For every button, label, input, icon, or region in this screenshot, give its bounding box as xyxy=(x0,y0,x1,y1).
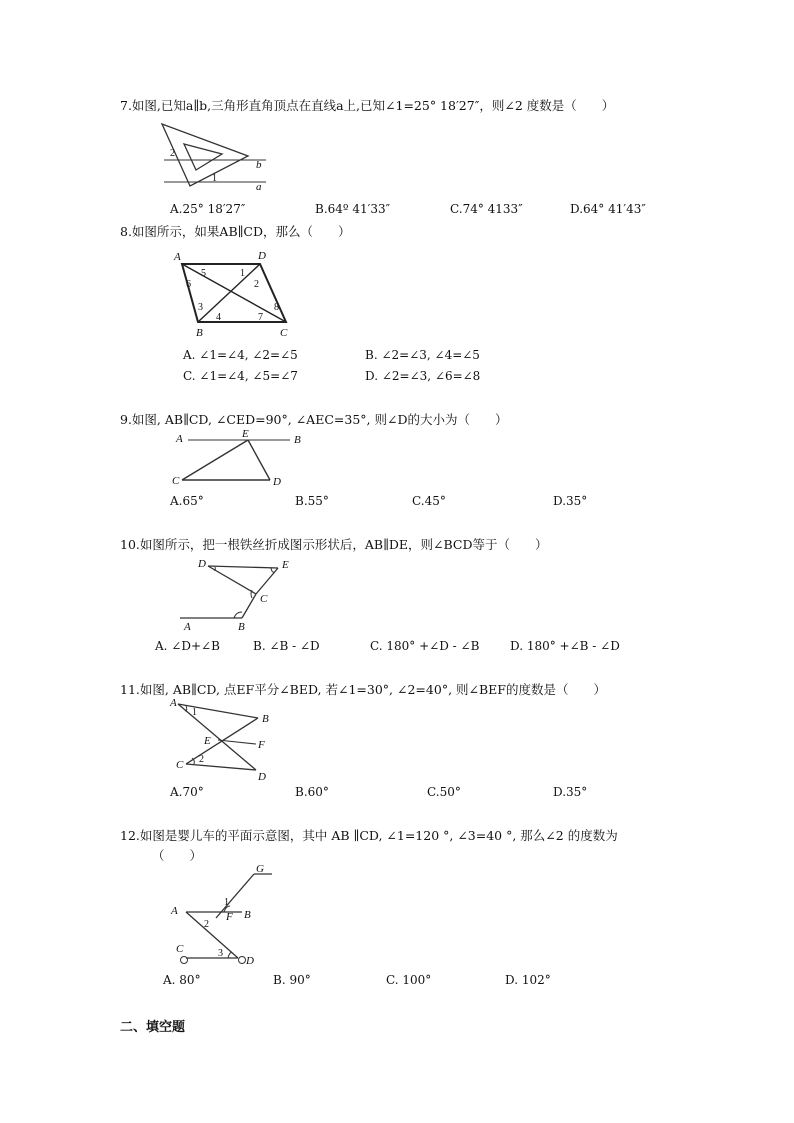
figure-q10 xyxy=(170,556,300,634)
label-q8-C: C xyxy=(280,327,288,339)
q9-option-d: D.35° xyxy=(553,494,588,508)
q12-option-b: B. 90° xyxy=(273,973,311,987)
figure-q8 xyxy=(168,246,298,340)
question-7-stem: 7.如图,已知a∥b,三角形直角顶点在直线a上,已知∠1=25° 18′27″，则∠2 度数是（ ） xyxy=(120,98,615,113)
label-q12-B: B xyxy=(244,909,251,921)
q8-option-c: C. ∠1=∠4, ∠5=∠7 xyxy=(183,369,298,383)
label-q12-2: 2 xyxy=(204,919,209,930)
label-q12-1: 1 xyxy=(224,897,229,908)
figure-q9 xyxy=(170,428,310,490)
label-q11-2: 2 xyxy=(199,754,204,765)
q8-option-a: A. ∠1=∠4, ∠2=∠5 xyxy=(183,348,298,362)
label-q8-7: 7 xyxy=(258,312,263,323)
q12-option-a: A. 80° xyxy=(163,973,201,987)
q7-option-c: C.74° 4133″ xyxy=(450,202,523,216)
q11-option-a: A.70° xyxy=(170,785,204,799)
label-q8-A: A xyxy=(174,251,181,263)
q9-option-b: B.55° xyxy=(295,494,329,508)
q11-option-d: D.35° xyxy=(553,785,588,799)
question-10-stem: 10.如图所示，把一根铁丝折成图示形状后，AB∥DE，则∠BCD等于（ ） xyxy=(120,537,548,552)
label-q10-C: C xyxy=(260,593,268,605)
label-q11-A: A xyxy=(170,697,177,709)
label-q7-b: b xyxy=(256,159,262,171)
q11-option-c: C.50° xyxy=(427,785,461,799)
q7-option-d: D.64° 41′43″ xyxy=(570,202,646,216)
label-q10-E: E xyxy=(282,559,289,571)
label-q10-D: D xyxy=(198,558,206,570)
q11-option-b: B.60° xyxy=(295,785,329,799)
question-9-stem: 9.如图, AB∥CD, ∠CED=90°, ∠AEC=35°, 则∠D的大小为（ ） xyxy=(120,412,508,427)
label-q9-B: B xyxy=(294,434,301,446)
label-q12-G: G xyxy=(256,863,264,875)
section-title: 二、填空题 xyxy=(120,1020,186,1035)
label-q9-D: D xyxy=(273,476,281,488)
label-q8-1: 1 xyxy=(240,268,245,279)
label-q8-3: 3 xyxy=(198,302,203,313)
label-q9-E: E xyxy=(242,428,249,440)
label-q12-3: 3 xyxy=(218,948,223,959)
label-q7-1: 1 xyxy=(212,173,217,184)
q12-option-c: C. 100° xyxy=(386,973,432,987)
label-q8-6: 6 xyxy=(186,279,191,290)
label-q8-B: B xyxy=(196,327,203,339)
q7-option-a: A.25° 18′27″ xyxy=(170,202,246,216)
figure-q12 xyxy=(166,860,286,970)
label-q9-A: A xyxy=(176,433,183,445)
label-q11-C: C xyxy=(176,759,184,771)
label-q8-5: 5 xyxy=(201,268,206,279)
label-q7-2: 2 xyxy=(170,148,175,159)
label-q8-4: 4 xyxy=(216,312,221,323)
label-q8-8: 8 xyxy=(274,302,279,313)
label-q8-D: D xyxy=(258,250,266,262)
label-q8-2: 2 xyxy=(254,279,259,290)
label-q11-B: B xyxy=(262,713,269,725)
question-11-stem: 11.如图, AB∥CD, 点EF平分∠BED, 若∠1=30°, ∠2=40°, 则∠BEF的度数是（ ） xyxy=(120,682,606,697)
question-12-stem: 12.如图是婴儿车的平面示意图，其中 AB ∥CD, ∠1=120 °, ∠3=40 °, 那么∠2 的度数为 xyxy=(120,828,618,843)
label-q12-D: D xyxy=(246,955,254,967)
q7-option-b: B.64º 41′33″ xyxy=(315,202,391,216)
q10-option-c: C. 180° +∠D - ∠B xyxy=(370,639,480,653)
question-8-stem: 8.如图所示，如果AB∥CD，那么（ ） xyxy=(120,224,351,239)
label-q11-D: D xyxy=(258,771,266,783)
q9-option-a: A.65° xyxy=(170,494,204,508)
label-q12-C: C xyxy=(176,943,184,955)
label-q11-E: E xyxy=(204,735,211,747)
label-q10-A: A xyxy=(184,621,191,633)
figure-q11 xyxy=(168,694,278,784)
q10-option-d: D. 180° +∠B - ∠D xyxy=(510,639,620,653)
figure-q7 xyxy=(160,118,270,194)
q10-option-b: B. ∠B - ∠D xyxy=(253,639,320,653)
question-12-blank: （ ） xyxy=(152,848,203,863)
label-q10-B: B xyxy=(238,621,245,633)
label-q12-A: A xyxy=(171,905,178,917)
q12-option-d: D. 102° xyxy=(505,973,551,987)
label-q12-F: F xyxy=(226,911,233,923)
q9-option-c: C.45° xyxy=(412,494,446,508)
label-q11-F: F xyxy=(258,739,265,751)
label-q11-1: 1 xyxy=(192,707,197,718)
label-q9-C: C xyxy=(172,475,180,487)
q8-option-b: B. ∠2=∠3, ∠4=∠5 xyxy=(365,348,480,362)
q8-option-d: D. ∠2=∠3, ∠6=∠8 xyxy=(365,369,481,383)
label-q7-a: a xyxy=(256,181,262,193)
q10-option-a: A. ∠D+∠B xyxy=(155,639,220,653)
